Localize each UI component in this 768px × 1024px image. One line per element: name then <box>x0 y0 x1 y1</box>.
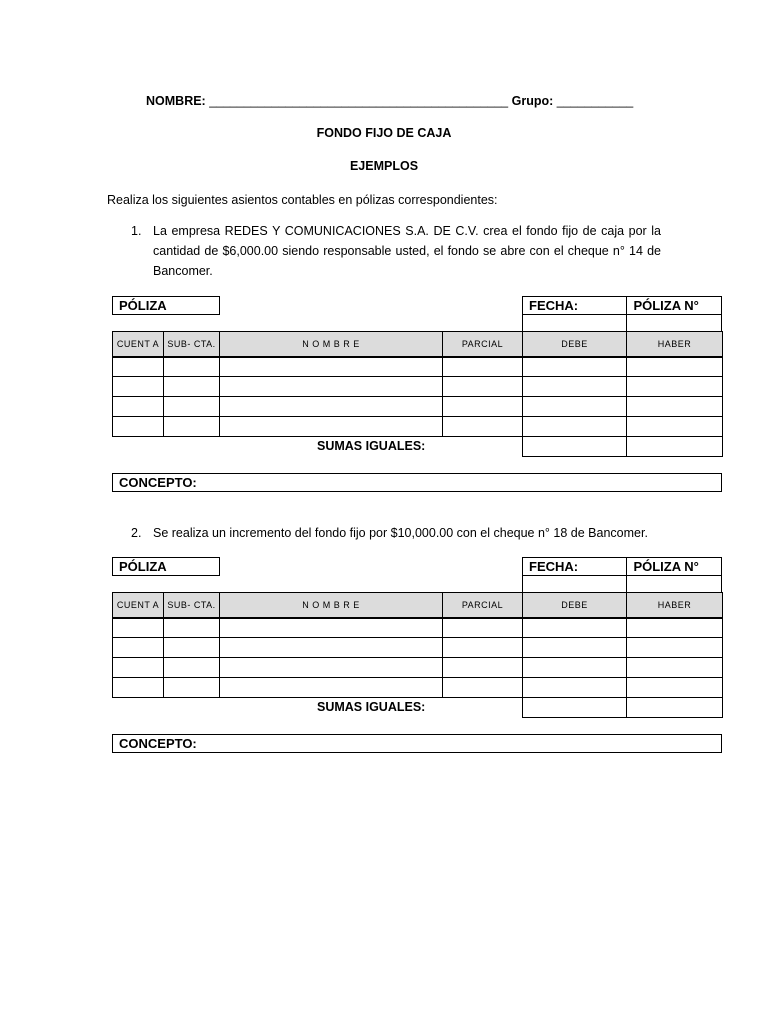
col-parcial: PARCIAL <box>443 593 523 618</box>
concepto-box-1[interactable] <box>112 473 722 492</box>
table-row[interactable] <box>113 377 723 397</box>
poliza-number-input-1[interactable] <box>627 315 722 332</box>
sumas-haber-cell-1[interactable] <box>627 437 723 457</box>
grupo-label: Grupo: <box>511 94 554 108</box>
fecha-poliza-header-1 <box>522 296 722 332</box>
poliza-number-label-1: PÓLIZA N° <box>627 297 722 315</box>
fecha-poliza-header-2 <box>522 557 722 593</box>
col-cuenta: CUENT A <box>113 332 164 357</box>
sumas-debe-cell-2[interactable] <box>523 698 627 718</box>
col-debe: DEBE <box>523 593 627 618</box>
col-nombre: N O M B R E <box>220 332 443 357</box>
table-row[interactable] <box>113 397 723 417</box>
nombre-blank[interactable]: ___________________________________________ <box>209 94 509 108</box>
exercise-2-number: 2. <box>131 526 142 540</box>
col-cuenta: CUENT A <box>113 593 164 618</box>
sumas-haber-cell-2[interactable] <box>627 698 723 718</box>
col-haber: HABER <box>627 332 723 357</box>
col-haber: HABER <box>627 593 723 618</box>
grupo-blank[interactable]: ___________ <box>556 94 634 108</box>
exercise-1-number: 1. <box>131 224 142 238</box>
col-nombre: N O M B R E <box>220 593 443 618</box>
concepto-label-1: CONCEPTO: <box>119 475 197 490</box>
fecha-input-2[interactable] <box>523 576 627 593</box>
table-row[interactable] <box>113 618 723 638</box>
col-debe: DEBE <box>523 332 627 357</box>
poliza-label-1: PÓLIZA <box>119 298 167 313</box>
poliza-number-label-2: PÓLIZA N° <box>627 558 722 576</box>
table-header-row <box>113 593 723 618</box>
table-header-row <box>113 332 723 357</box>
poliza-number-input-2[interactable] <box>627 576 722 593</box>
sumas-debe-cell-1[interactable] <box>523 437 627 457</box>
col-subcuenta: SUB- CTA. <box>164 593 220 618</box>
table-row[interactable] <box>113 638 723 658</box>
fecha-label-2: FECHA: <box>523 558 627 576</box>
instruction-text: Realiza los siguientes asientos contables en pólizas correspondientes: <box>107 193 498 207</box>
poliza-box-1 <box>112 296 220 315</box>
concepto-label-2: CONCEPTO: <box>119 736 197 751</box>
page-title: FONDO FIJO DE CAJA <box>316 126 452 140</box>
col-subcuenta: SUB- CTA. <box>164 332 220 357</box>
table-row[interactable] <box>113 658 723 678</box>
nombre-label: NOMBRE: <box>146 94 206 108</box>
table-row[interactable] <box>113 417 723 437</box>
table-row[interactable] <box>113 357 723 377</box>
fecha-input-1[interactable] <box>523 315 627 332</box>
concepto-box-2[interactable] <box>112 734 722 753</box>
fecha-label-1: FECHA: <box>523 297 627 315</box>
nombre-line <box>146 94 633 108</box>
exercise-1-text: La empresa REDES Y COMUNICACIONES S.A. DE C.V. crea el fondo fijo de caja por la cantidad de $6,000.00 siendo responsable usted, el fondo se abre con el cheque n° 14 de Bancomer. <box>153 224 661 278</box>
page-subtitle: EJEMPLOS <box>349 159 419 173</box>
poliza-label-2: PÓLIZA <box>119 559 167 574</box>
table-row[interactable] <box>113 678 723 698</box>
exercise-2-text: Se realiza un incremento del fondo fijo por $10,000.00 con el cheque n° 18 de Bancomer. <box>153 526 648 540</box>
sumas-iguales-label-2: SUMAS IGUALES: <box>317 700 426 714</box>
sumas-iguales-label-1: SUMAS IGUALES: <box>317 439 426 453</box>
col-parcial: PARCIAL <box>443 332 523 357</box>
poliza-box-2 <box>112 557 220 576</box>
